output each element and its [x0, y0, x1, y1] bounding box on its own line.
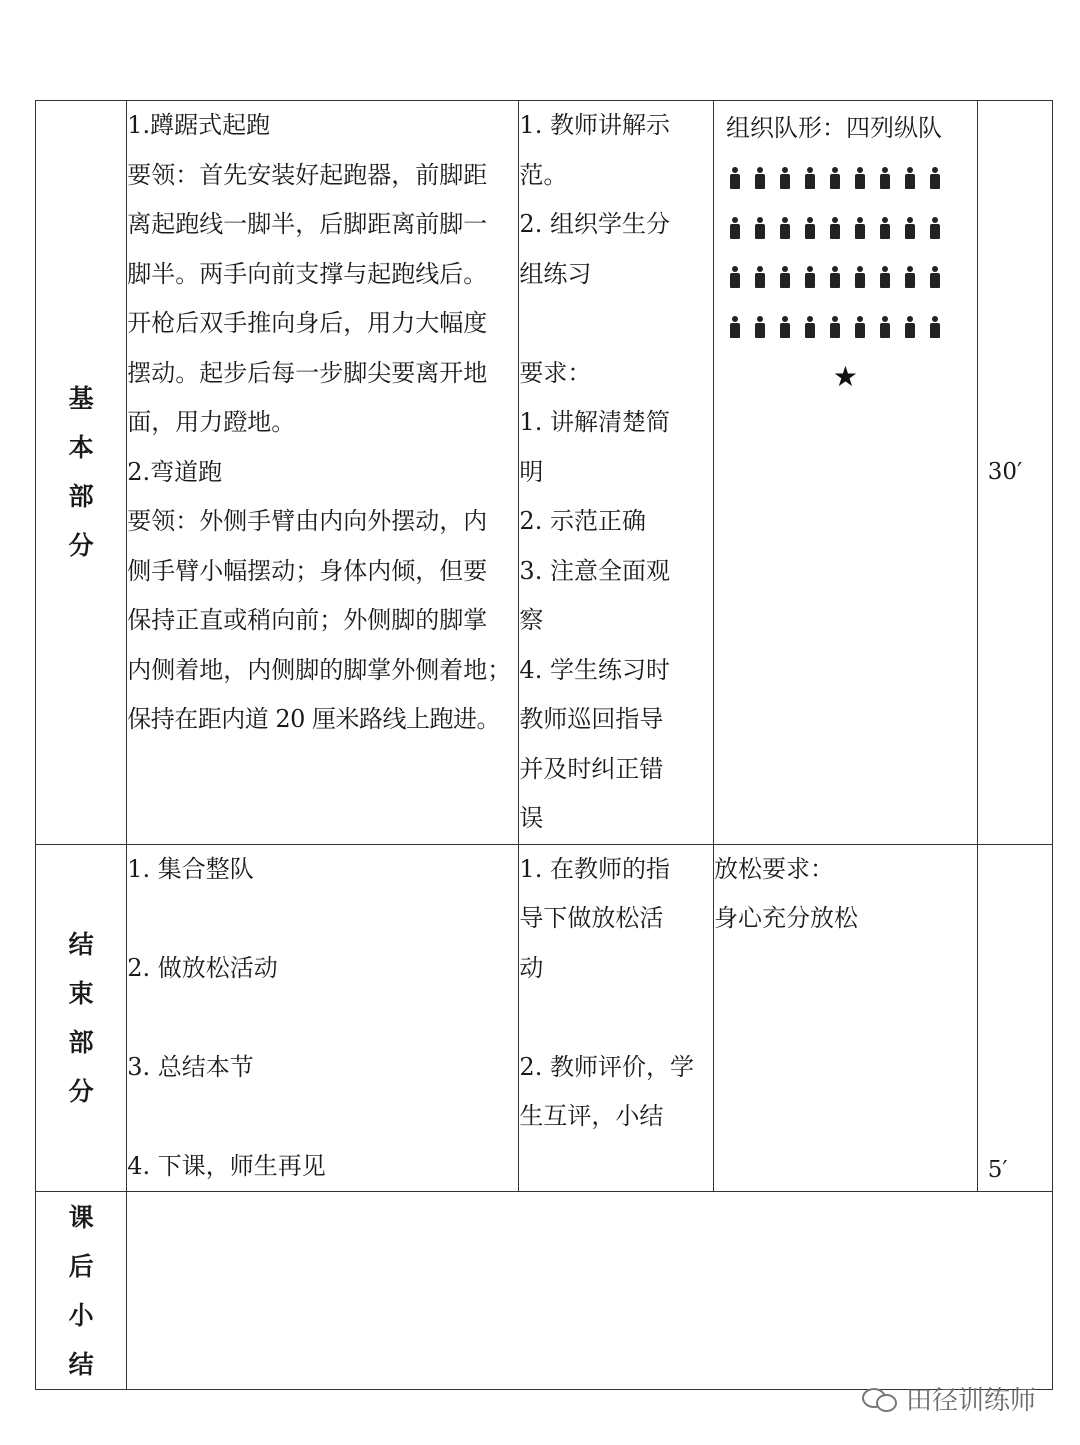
student-icon — [801, 316, 819, 338]
student-icon — [876, 167, 894, 189]
content-line: 4. 下课，师生再见 — [127, 1151, 326, 1180]
student-icon — [876, 217, 894, 239]
student-icon — [876, 266, 894, 288]
label-char: 结 — [68, 929, 94, 959]
content-line: 保持正直或稍向前；外侧脚的脚掌 — [127, 606, 488, 634]
label-char: 小 — [68, 1300, 94, 1330]
content-line: 摆动。起步后每一步脚尖要离开地 — [127, 358, 488, 387]
student-icon — [751, 167, 769, 189]
formation-row — [714, 203, 977, 253]
content-line — [127, 894, 518, 944]
content-line — [127, 1092, 518, 1142]
ending-part-time-cell — [977, 844, 1052, 1192]
label-char: 部 — [68, 1027, 94, 1057]
content-line: 要领：外侧手臂由内向外摆动，内 — [127, 507, 488, 535]
summary-content — [127, 1192, 1053, 1390]
content-line: 面，用力蹬地。 — [127, 408, 296, 436]
organization-title: 组织队形：四列纵队 — [725, 114, 942, 142]
watermark-text: 田径训练师 — [906, 1386, 1037, 1416]
student-formation — [714, 154, 977, 352]
student-icon — [826, 217, 844, 239]
ending-part-content — [127, 844, 519, 1192]
method-line: 1. 教师讲解示 — [519, 111, 670, 139]
student-icon — [801, 266, 819, 288]
ending-part-method — [519, 844, 714, 1192]
student-icon — [726, 167, 744, 189]
student-icon — [901, 266, 919, 288]
method-line: 生互评，小结 — [519, 1102, 664, 1130]
method-line: 2. 组织学生分 — [519, 210, 670, 238]
teacher-star-icon: ★ — [832, 359, 858, 393]
student-icon — [751, 217, 769, 239]
student-icon — [776, 167, 794, 189]
content-line: 2. 做放松活动 — [127, 953, 278, 982]
student-icon — [726, 217, 744, 239]
student-icon — [851, 316, 869, 338]
basic-part-organization — [713, 101, 977, 845]
content-line: 2.弯道跑 — [127, 457, 223, 486]
content-line: 1. 集合整队 — [127, 854, 254, 883]
content-line: 脚半。两手向前支撑与起跑线后。 — [127, 259, 488, 288]
formation-row — [714, 253, 977, 303]
student-icon — [751, 316, 769, 338]
method-line: 组练习 — [519, 259, 592, 288]
ending-part-label — [36, 844, 127, 1192]
content-line: 3. 总结本节 — [127, 1052, 254, 1081]
ending-part-organization — [713, 844, 977, 1192]
student-icon — [926, 266, 944, 288]
method-line: 动 — [519, 953, 544, 982]
content-line: 内侧着地，内侧脚的脚掌外侧着地； — [127, 655, 512, 684]
label-char: 课 — [68, 1202, 94, 1232]
student-icon — [801, 217, 819, 239]
basic-part-method — [519, 101, 714, 845]
student-icon — [776, 266, 794, 288]
label-char: 后 — [68, 1251, 94, 1281]
label-char: 部 — [68, 482, 94, 512]
basic-part-content — [127, 101, 519, 845]
method-line: 明 — [519, 457, 544, 486]
basic-part-time: 30′ — [987, 459, 1023, 486]
method-line: 1. 讲解清楚简 — [519, 408, 670, 436]
student-icon — [726, 316, 744, 338]
wechat-icon — [860, 1384, 900, 1414]
student-icon — [826, 316, 844, 338]
summary-label — [36, 1192, 127, 1390]
content-line: 要领：首先安装好起跑器，前脚距 — [127, 160, 488, 189]
content-line: 侧手臂小幅摆动；身体内倾，但要 — [127, 556, 488, 585]
ending-part-time: 5′ — [987, 1157, 1008, 1183]
method-line: 导下做放松活 — [519, 904, 664, 932]
student-icon — [901, 217, 919, 239]
method-line: 范。 — [519, 160, 568, 189]
student-icon — [826, 167, 844, 189]
lesson-plan-table — [35, 100, 1053, 1390]
student-icon — [876, 316, 894, 338]
method-line: 4. 学生练习时 — [519, 655, 670, 684]
method-line: 察 — [519, 606, 544, 634]
student-icon — [776, 217, 794, 239]
watermark — [860, 1380, 1036, 1417]
method-line: 教师巡回指导 — [519, 705, 664, 733]
formation-row — [714, 154, 977, 204]
label-char: 分 — [68, 531, 94, 561]
student-icon — [901, 316, 919, 338]
content-line: 离起跑线一脚半，后脚距离前脚一 — [127, 210, 488, 238]
label-char: 本 — [68, 433, 94, 463]
student-icon — [776, 316, 794, 338]
label-char: 分 — [68, 1076, 94, 1106]
basic-part-row — [36, 101, 1053, 845]
formation-row — [714, 302, 977, 352]
student-icon — [751, 266, 769, 288]
student-icon — [851, 266, 869, 288]
method-line: 3. 注意全面观 — [519, 556, 670, 585]
student-icon — [926, 217, 944, 239]
method-line: 要求： — [519, 358, 592, 387]
label-char: 结 — [68, 1349, 94, 1379]
method-line: 2. 示范正确 — [519, 507, 646, 535]
basic-part-time-cell — [977, 101, 1052, 845]
ending-part-row — [36, 844, 1053, 1192]
student-icon — [801, 167, 819, 189]
student-icon — [826, 266, 844, 288]
content-line: 开枪后双手推向身后，用力大幅度 — [127, 309, 488, 337]
organization-line: 身心充分放松 — [713, 904, 858, 932]
student-icon — [926, 316, 944, 338]
basic-part-label — [36, 101, 127, 845]
student-icon — [901, 167, 919, 189]
method-line — [519, 299, 713, 349]
label-char: 束 — [68, 978, 94, 1008]
method-line: 误 — [519, 804, 544, 832]
method-line: 并及时纠正错 — [519, 754, 664, 783]
student-icon — [926, 167, 944, 189]
method-line: 1. 在教师的指 — [519, 854, 670, 883]
student-icon — [851, 167, 869, 189]
organization-line: 放松要求： — [713, 854, 834, 883]
student-icon — [851, 217, 869, 239]
student-icon — [726, 266, 744, 288]
summary-row — [36, 1192, 1053, 1390]
content-line: 保持在距内道 20 厘米路线上跑进。 — [127, 705, 501, 733]
label-char: 基 — [68, 384, 94, 414]
method-line: 2. 教师评价，学 — [519, 1052, 694, 1081]
method-line — [519, 993, 713, 1043]
content-line — [127, 993, 518, 1043]
content-line: 1.蹲踞式起跑 — [127, 111, 271, 139]
